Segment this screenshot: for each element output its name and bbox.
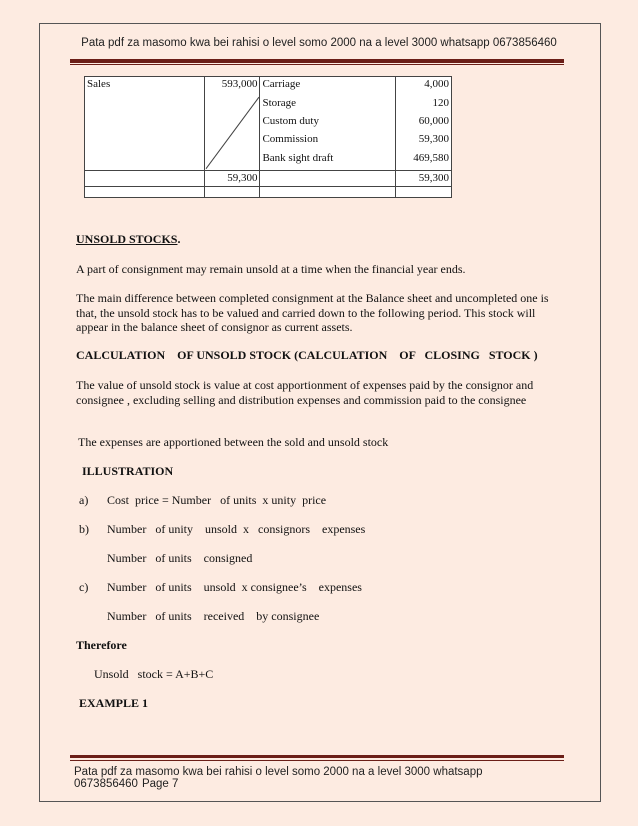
heading-unsold-text: UNSOLD STOCKS — [76, 232, 178, 246]
paragraph-1: A part of consignment may remain unsold at a time when the financial year ends. — [76, 262, 466, 276]
heading-unsold-dot: . — [177, 232, 181, 246]
ledger-right-amount: 4,000 — [396, 77, 452, 96]
item-b-label: b) — [79, 522, 89, 536]
ledger-left-item: Sales — [85, 77, 205, 96]
page-number: Page 7 — [141, 778, 179, 790]
header-rule-thin — [70, 64, 564, 65]
footer-text: Pata pdf za masomo kwa bei rahisi o level somo 2000 na a level 3000 whatsapp 0673856460 — [74, 766, 483, 790]
ledger-right-item: Bank sight draft — [260, 151, 396, 170]
item-c-denominator: Number of units received by consignee — [107, 609, 320, 623]
ledger-right-item: Storage — [260, 96, 396, 114]
item-c-label: c) — [79, 580, 89, 594]
ledger-left-total: 59,300 — [204, 170, 260, 187]
diagonal-line — [205, 96, 260, 170]
heading-illustration: ILLUSTRATION — [82, 464, 174, 478]
ledger-right-item: Commission — [260, 132, 396, 150]
footer-rule-thin — [70, 760, 564, 761]
page-header: Pata pdf za masomo kwa bei rahisi o level somo 2000 na a level 3000 whatsapp 0673856460 — [81, 37, 557, 49]
ledger-right-amount: 120 — [396, 96, 452, 114]
ledger-right-total: 59,300 — [396, 170, 452, 187]
ledger-cancel-diagonal — [204, 96, 260, 170]
consignment-ledger-table — [84, 76, 452, 198]
therefore-label: Therefore — [76, 638, 127, 652]
ledger-right-item: Custom duty — [260, 114, 396, 132]
ledger-right-amount: 60,000 — [396, 114, 452, 132]
ledger-right-amount: 469,580 — [396, 151, 452, 170]
heading-calculation: CALCULATION OF UNSOLD STOCK (CALCULATION OF CLOSING STOCK ) — [76, 348, 538, 362]
heading-unsold-stocks — [76, 232, 566, 247]
item-b-text: Number of unity unsold x consignors expenses — [107, 522, 366, 536]
ledger-left-amount: 593,000 — [204, 77, 260, 96]
paragraph-2: The main difference between completed consignment at the Balance sheet and uncompleted one is that, the unsold stock has to be valued and carried down to the following period. This stock will appear in the balance sheet of consignor as current assets. — [76, 291, 549, 334]
item-a-label: a) — [79, 493, 89, 507]
paragraph-4: The expenses are apportioned between the sold and unsold stock — [78, 435, 389, 449]
ledger-right-amount: 59,300 — [396, 132, 452, 150]
ledger-right-item: Carriage — [260, 77, 396, 96]
item-a-text: Cost price = Number of units x unity price — [107, 493, 327, 507]
item-b-denominator: Number of units consigned — [107, 551, 253, 565]
page-footer — [74, 766, 574, 790]
footer-rule — [70, 755, 564, 758]
example-heading: EXAMPLE 1 — [79, 696, 148, 710]
item-c-text: Number of units unsold x consignee’s expenses — [107, 580, 362, 594]
paragraph-3: The value of unsold stock is value at cost apportionment of expenses paid by the consignor and consignee , excluding selling and distribution expenses and commission paid to the consignee — [76, 378, 534, 407]
formula-unsold-stock: Unsold stock = A+B+C — [94, 667, 214, 681]
header-rule — [70, 59, 564, 63]
